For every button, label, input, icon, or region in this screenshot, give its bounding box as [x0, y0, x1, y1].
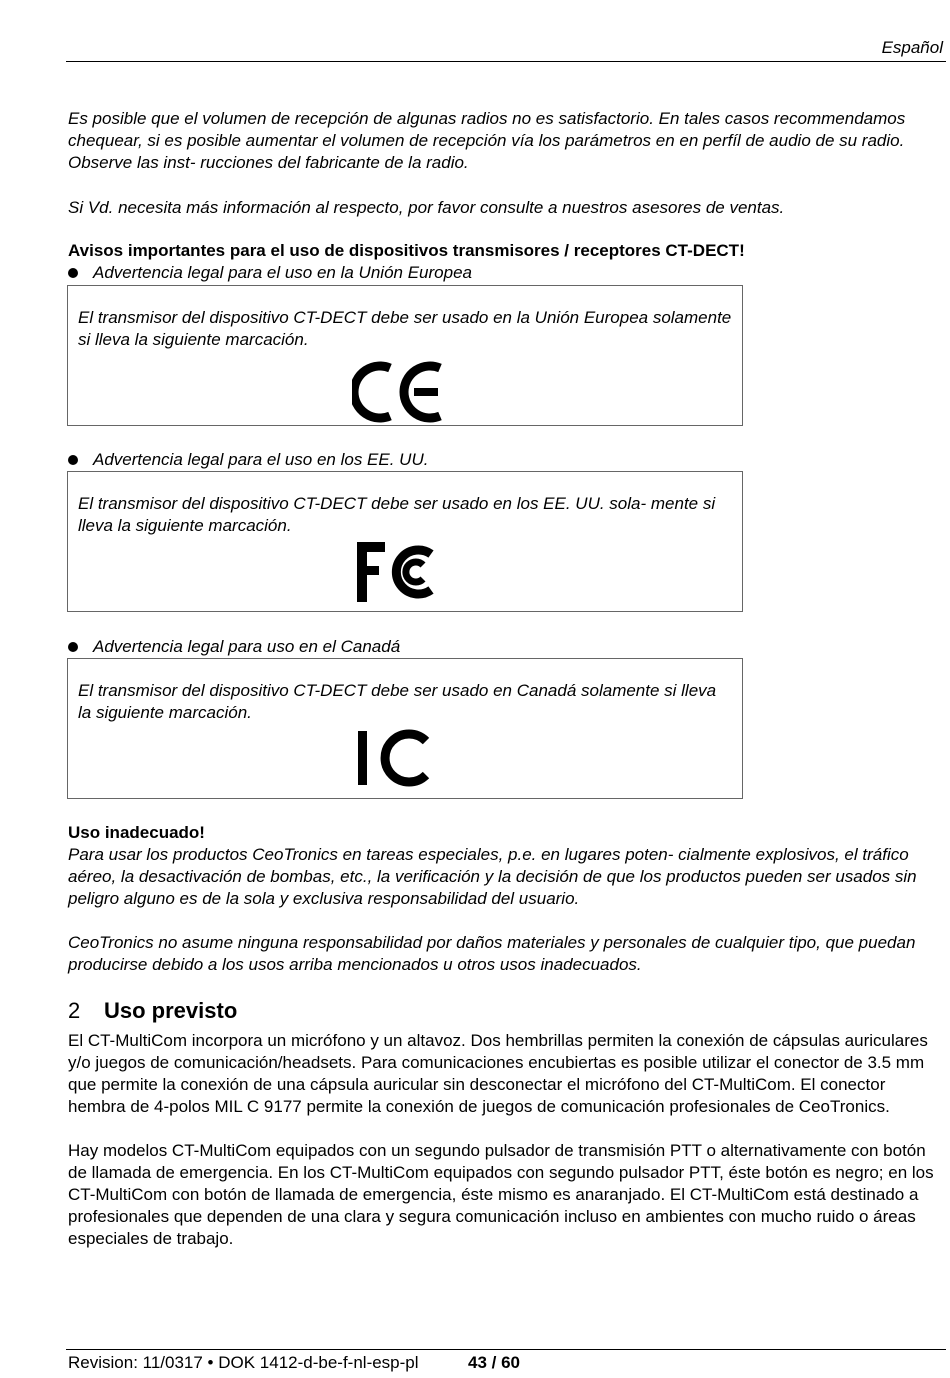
ce-mark-icon — [352, 360, 444, 424]
fcc-mark-icon — [355, 540, 439, 604]
warning-label: Advertencia legal para el uso en la Unión Europea — [93, 263, 472, 282]
footer-page-number: 43 / 60 — [468, 1353, 520, 1372]
warning-label: Advertencia legal para uso en el Canadá — [93, 637, 401, 656]
warning-label: Advertencia legal para el uso en los EE. UU. — [93, 450, 429, 469]
notice-box-us — [67, 471, 743, 612]
notice-box-eu — [67, 285, 743, 426]
bullet-icon — [68, 642, 78, 652]
section-paragraph-2: Hay modelos CT-MultiCom equipados con un segundo pulsador de transmisión PTT o alternativamente con botón de llamada de emergencia. En los CT-MultiCom equipados con segundo pulsador PTT, éste botón es negro; en los CT-MultiCom con botón de llamada de emergencia, éste mismo es anaranjado. El CT-MultiCom está destinado a profesionales que dependen de una clara y segura comunicación incluso en ambientes con mucho ruido o áreas especiales de trabajo. — [68, 1141, 934, 1248]
notice-text: El transmisor del dispositivo CT-DECT debe ser usado en los EE. UU. sola- mente si lleva la siguiente marcación. — [78, 494, 716, 535]
footer-revision: Revision: 11/0317 • DOK 1412-d-be-f-nl-esp-pl — [68, 1353, 419, 1372]
warning-item-us — [68, 449, 428, 471]
section-number: 2 — [68, 998, 81, 1023]
notice-text: El transmisor del dispositivo CT-DECT debe ser usado en la Unión Europea solamente si lleva la siguiente marcación. — [78, 308, 732, 349]
header-language: Español — [881, 38, 943, 57]
intro-paragraph-1: Es posible que el volumen de recepción de algunas radios no es satisfactorio. En tales casos recommendamos chequear, si es posible aumentar el volumen de recepción vía los parámetros en en perfíl de audio de su radio. Observe las inst- rucciones del fabricante de la radio. — [68, 109, 906, 172]
warning-item-canada — [68, 636, 400, 658]
misuse-paragraph-1: Para usar los productos CeoTronics en tareas especiales, p.e. en lugares poten- cialmente explosivos, el tráfico aéreo, la desactivación de bombas, etc., la verificación y la decisión de que los productos pueden ser usados sin peligro alguno es de la sola y exclusiva responsabilidad del usuario. — [68, 845, 917, 908]
notice-box-canada — [67, 658, 743, 799]
footer-rule — [66, 1349, 946, 1350]
misuse-paragraph-2: CeoTronics no asume ninguna responsabilidad por daños materiales y personales de cualquier tipo, que puedan producirse debido a los usos arriba mencionados u otros usos inadecuados. — [68, 933, 916, 974]
warning-item-eu — [68, 262, 472, 284]
ic-mark-icon — [356, 727, 432, 789]
intro-paragraph-2: Si Vd. necesita más información al respecto, por favor consulte a nuestros asesores de ventas. — [68, 198, 785, 217]
header-rule — [66, 61, 946, 62]
section-heading: Uso previsto — [104, 998, 238, 1023]
footer — [68, 1353, 520, 1373]
section-title — [68, 998, 237, 1024]
section-paragraph-1: El CT-MultiCom incorpora un micrófono y un altavoz. Dos hembrillas permiten la conexión de cápsulas auriculares y/o juegos de comunicación/headsets. Para comunicaciones encubiertas es posible utilizar el conector de 3.5 mm que permite la conexión de una cápsula auricular sin desconectar el micrófono del CT-MultiCom. El conector hembra de 4-polos MIL C 9177 permite la conexión de juegos de comunicación profesionales de CeoTronics. — [68, 1031, 928, 1116]
warnings-heading: Avisos importantes para el uso de dispositivos transmisores / receptores CT-DECT! — [68, 241, 745, 260]
bullet-icon — [68, 455, 78, 465]
bullet-icon — [68, 268, 78, 278]
misuse-heading: Uso inadecuado! — [68, 823, 205, 842]
notice-text: El transmisor del dispositivo CT-DECT debe ser usado en Canadá solamente si lleva la siguiente marcación. — [78, 681, 717, 722]
